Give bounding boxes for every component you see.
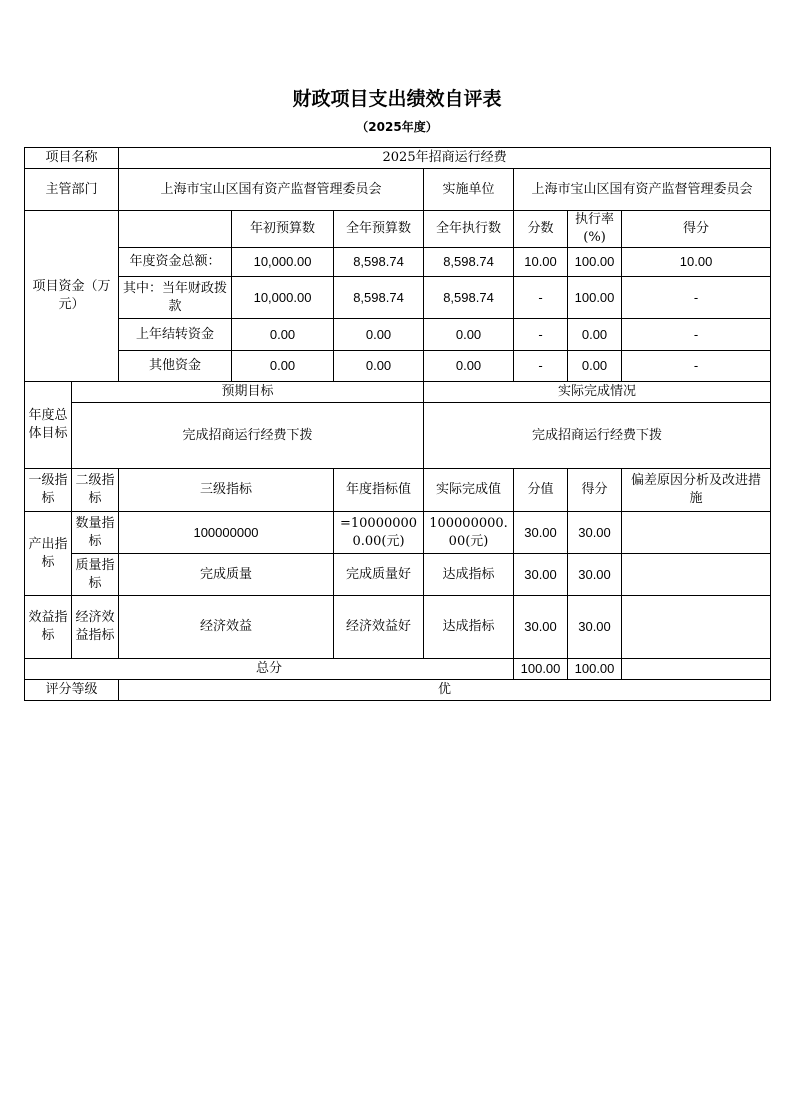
funds-header-score: 得分 — [622, 211, 771, 248]
indicator-header-level2: 二级指标 — [72, 469, 119, 512]
funds-row-executed: 0.00 — [424, 319, 514, 351]
goals-actual-header: 实际完成情况 — [424, 382, 771, 403]
grade-label: 评分等级 — [25, 680, 119, 701]
funds-row-initial: 10,000.00 — [232, 277, 334, 319]
funds-row-score: - — [622, 277, 771, 319]
funds-header-executed: 全年执行数 — [424, 211, 514, 248]
indicator-header-target: 年度指标值 — [334, 469, 424, 512]
funds-row-executed: 8,598.74 — [424, 248, 514, 277]
indicator-analysis — [622, 512, 771, 554]
dept-label: 主管部门 — [25, 169, 119, 211]
indicator-analysis — [622, 596, 771, 659]
total-label: 总分 — [25, 659, 514, 680]
indicator-level1: 效益指标 — [25, 596, 72, 659]
goals-actual-text: 完成招商运行经费下拨 — [424, 403, 771, 469]
funds-header-rate: 执行率(%) — [568, 211, 622, 248]
page-subtitle: （2025年度） — [356, 120, 438, 134]
indicator-level2: 数量指标 — [72, 512, 119, 554]
funds-row-score-weight: - — [514, 351, 568, 382]
indicator-score: 30.00 — [568, 512, 622, 554]
indicator-score: 30.00 — [568, 554, 622, 596]
funds-row-initial: 0.00 — [232, 351, 334, 382]
funds-row-annual: 0.00 — [334, 319, 424, 351]
grade-value: 优 — [119, 680, 771, 701]
indicator-actual: 达成指标 — [424, 554, 514, 596]
page-title: 财政项目支出绩效自评表 — [292, 88, 502, 110]
indicator-row — [25, 596, 771, 659]
funds-row-annual: 0.00 — [334, 351, 424, 382]
indicator-header-actual: 实际完成值 — [424, 469, 514, 512]
indicator-level1: 产出指标 — [25, 512, 72, 596]
indicator-weight: 30.00 — [514, 554, 568, 596]
indicator-analysis — [622, 554, 771, 596]
funds-row-rate: 0.00 — [568, 319, 622, 351]
funds-row-annual: 8,598.74 — [334, 277, 424, 319]
funds-row-rate: 0.00 — [568, 351, 622, 382]
indicator-target: =100000000.00(元) — [334, 512, 424, 554]
funds-row-initial: 10,000.00 — [232, 248, 334, 277]
total-weight: 100.00 — [514, 659, 568, 680]
funds-header-initial: 年初预算数 — [232, 211, 334, 248]
funds-header-annual: 全年预算数 — [334, 211, 424, 248]
indicator-row — [25, 512, 771, 554]
indicator-level2: 经济效益指标 — [72, 596, 119, 659]
impl-value: 上海市宝山区国有资产监督管理委员会 — [514, 169, 771, 211]
funds-row-label: 其中：当年财政拨款 — [119, 277, 232, 319]
funds-row-score: - — [622, 319, 771, 351]
indicator-header-level3: 三级指标 — [119, 469, 334, 512]
funds-row — [25, 319, 771, 351]
goals-expected-header: 预期目标 — [72, 382, 424, 403]
funds-row-score-weight: - — [514, 319, 568, 351]
funds-row-score-weight: - — [514, 277, 568, 319]
funds-row-label: 上年结转资金 — [119, 319, 232, 351]
funds-row-executed: 0.00 — [424, 351, 514, 382]
funds-row-rate: 100.00 — [568, 277, 622, 319]
funds-header-score-weight: 分数 — [514, 211, 568, 248]
indicator-actual: 达成指标 — [424, 596, 514, 659]
funds-row-score: 10.00 — [622, 248, 771, 277]
project-name-label: 项目名称 — [25, 148, 119, 169]
indicator-score: 30.00 — [568, 596, 622, 659]
funds-row-annual: 8,598.74 — [334, 248, 424, 277]
funds-row-score-weight: 10.00 — [514, 248, 568, 277]
funds-header-blank — [119, 211, 232, 248]
indicator-weight: 30.00 — [514, 512, 568, 554]
indicator-row — [25, 554, 771, 596]
funds-row-executed: 8,598.74 — [424, 277, 514, 319]
indicator-level2: 质量指标 — [72, 554, 119, 596]
impl-label: 实施单位 — [424, 169, 514, 211]
indicator-header-score: 得分 — [568, 469, 622, 512]
goals-expected-text: 完成招商运行经费下拨 — [72, 403, 424, 469]
indicator-header-level1: 一级指标 — [25, 469, 72, 512]
funds-row — [25, 277, 771, 319]
indicator-target: 经济效益好 — [334, 596, 424, 659]
indicator-target: 完成质量好 — [334, 554, 424, 596]
funds-row — [25, 248, 771, 277]
dept-value: 上海市宝山区国有资产监督管理委员会 — [119, 169, 424, 211]
total-score: 100.00 — [568, 659, 622, 680]
goals-label: 年度总体目标 — [25, 382, 72, 469]
indicator-level3: 经济效益 — [119, 596, 334, 659]
indicator-level3: 完成质量 — [119, 554, 334, 596]
funds-row-label: 其他资金 — [119, 351, 232, 382]
funds-row — [25, 351, 771, 382]
funds-row-label: 年度资金总额： — [119, 248, 232, 277]
self-evaluation-table — [24, 147, 771, 701]
funds-row-rate: 100.00 — [568, 248, 622, 277]
indicator-level3: 100000000 — [119, 512, 334, 554]
indicator-header-analysis: 偏差原因分析及改进措施 — [622, 469, 771, 512]
funds-label: 项目资金（万元） — [25, 211, 119, 382]
indicator-weight: 30.00 — [514, 596, 568, 659]
project-name-value: 2025年招商运行经费 — [119, 148, 771, 169]
indicator-header-weight: 分值 — [514, 469, 568, 512]
total-analysis-blank — [622, 659, 771, 680]
funds-row-initial: 0.00 — [232, 319, 334, 351]
funds-row-score: - — [622, 351, 771, 382]
indicator-actual: 100000000.00(元) — [424, 512, 514, 554]
